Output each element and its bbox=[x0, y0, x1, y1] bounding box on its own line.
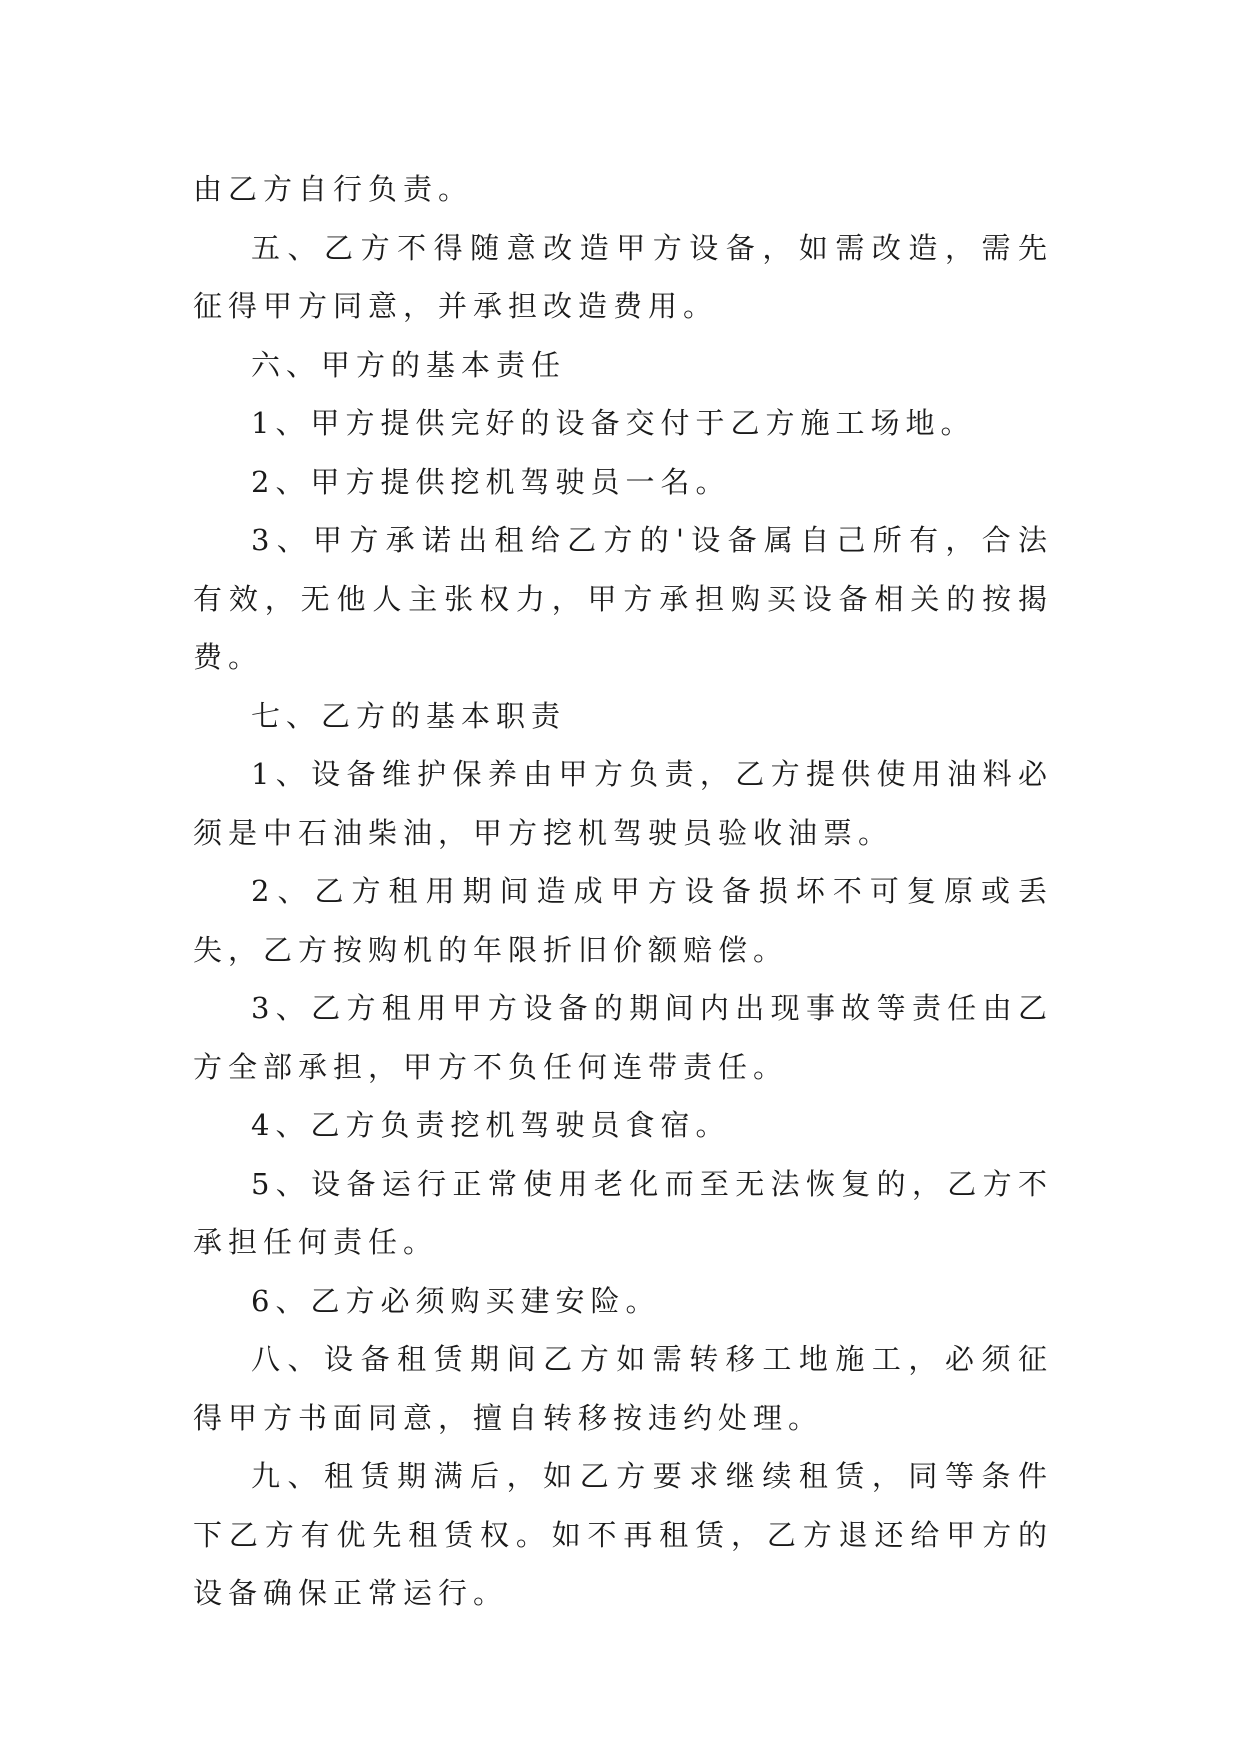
clause-7-5: 5、设备运行正常使用老化而至无法恢复的，乙方不承担任何责任。 bbox=[193, 1166, 1053, 1259]
document-body bbox=[193, 160, 1053, 1623]
clause-6-1: 1、甲方提供完好的设备交付于乙方施工场地。 bbox=[251, 406, 976, 440]
section-6-heading: 六、甲方的基本责任 bbox=[251, 347, 567, 382]
clause-7-3: 3、乙方租用甲方设备的期间内出现事故等责任由乙方全部承担，甲方不负任何连带责任。 bbox=[193, 991, 1053, 1084]
section-7-heading: 七、乙方的基本职责 bbox=[251, 698, 567, 733]
clause-5: 五、乙方不得随意改造甲方设备，如需改造，需先征得甲方同意，并承担改造费用。 bbox=[193, 230, 1053, 323]
clause-7-1: 1、设备维护保养由甲方负责，乙方提供使用油料必须是中石油柴油，甲方挖机驾驶员验收油票。 bbox=[193, 757, 1053, 850]
clause-7-6: 6、乙方必须购买建安险。 bbox=[251, 1283, 661, 1318]
clause-6-2: 2、甲方提供挖机驾驶员一名。 bbox=[251, 464, 731, 499]
clause-9: 九、租赁期满后，如乙方要求继续租赁，同等条件下乙方有优先租赁权。如不再租赁，乙方退还给甲方的设备确保正常运行。 bbox=[193, 1459, 1053, 1610]
clause-8: 八、设备租赁期间乙方如需转移工地施工，必须征得甲方书面同意，擅自转移按违约处理。 bbox=[193, 1342, 1053, 1435]
paragraph-continuation: 由乙方自行负责。 bbox=[193, 172, 474, 206]
clause-6-3: 3、甲方承诺出租给乙方的'设备属自己所有，合法有效，无他人主张权力，甲方承担购买设备相关的按揭费。 bbox=[193, 523, 1053, 674]
clause-7-2: 2、乙方租用期间造成甲方设备损坏不可复原或丢失，乙方按购机的年限折旧价额赔偿。 bbox=[193, 874, 1053, 967]
clause-7-4: 4、乙方负责挖机驾驶员食宿。 bbox=[251, 1108, 731, 1142]
